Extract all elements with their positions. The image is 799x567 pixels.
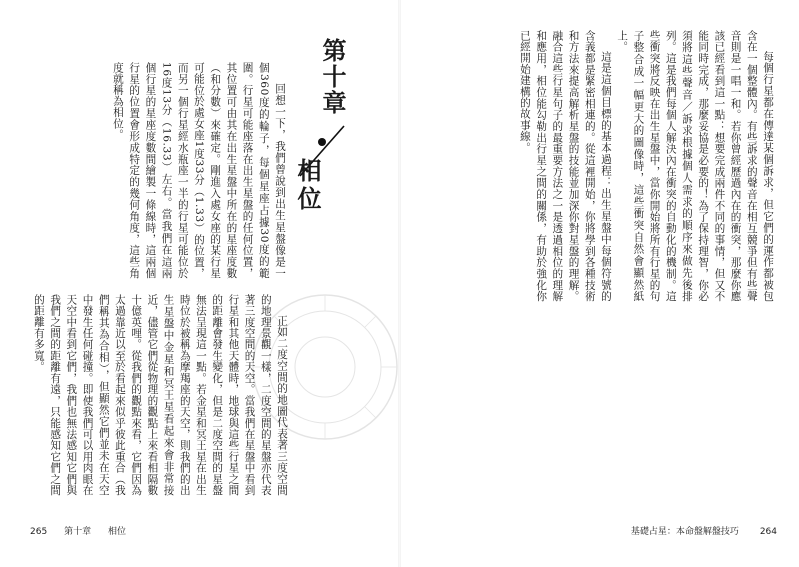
right-footer [613, 524, 777, 537]
chapter-title: 相位 [293, 158, 321, 214]
chapter-heading [290, 38, 354, 248]
right-paragraph: 每個行星都在傳達某個訴求，但它們的運作都被包含在一個整體內。有些訴求的聲音在相互競爭但有些聲音則是一唱一和。若你曾經歷過內在的衝突，那麼你應該已經看到這一點：想要完成兩件不同的事情，但又不能同時完成，那麼妥協是必要的！為了保持理智，你必須將這些聲音／訴求根據個人需求的順序來做先後排列。這是我們每個人解決內在衝突的自動化的機制。這些衝突將反映在出生星盤中，當你開始將所有行星的句子整合成一幅更大的圖像時，這些衝突自然會顯然紙上。 [616, 30, 774, 302]
footer-book-title: 基礎占星：本命盤解盤技巧 [630, 527, 739, 537]
right-body-text [424, 30, 776, 302]
footer-chapter-title: 相位 [107, 527, 126, 537]
left-page [0, 0, 398, 567]
left-footer [30, 524, 140, 537]
left-paragraph: 正如二度空間的地圖代表著三度空間的地理景觀一樣，二度空間的星盤亦代表著三度空間的天空。當我們在星盤中看到行星和其他天體時，地球與這些行星之間的距離會發生變化，但是二度空間的星盤無法呈現這一點。若金星和冥王星在出生時位於被稱為摩羯座的天空，則我們的出生星盤中金星和冥王星看起來會非常接近，儘管它們從物理的觀點上來看相隔數十億英哩。從我們的觀點來看，它們因為太過靠近以至於看起來似乎彼此重合（我們稱其為合相），但顯然它們並未在天空中發生任何碰撞。即使我們可以用肉眼在天空中看到它們，我們也無法感知它們與我們之間的距離有遠，只能感知它們之間的距離有多寬。 [32, 294, 288, 496]
right-page [401, 0, 799, 567]
left-intro-text [111, 62, 288, 279]
left-body-text [28, 294, 290, 496]
chapter-divider-slash [290, 38, 354, 248]
footer-chapter: 第十章 [64, 527, 92, 537]
right-page-number: 264 [759, 527, 777, 537]
left-intro-paragraph: 回想一下，我們曾說到出生星盤像是一個360度的輪子，每個星座占據30度的範圍。行星可能座落在出生星盤的任何位置，其位置可由其在出生星盤中所在的星座度數（和分數）來確定。剛進入處女座的某行星可能位於處女座1度33分（1.33）的位置，而另一個行星經水瓶座一半的行星可能位於16度13分（16.33）左右。當我們在這兩個行星的星座度數間繪製一條線時，這兩個行星的位置會形成特定的幾何角度，這些角度就稱為相位。 [111, 62, 286, 279]
chapter-number: 第十章 [318, 38, 346, 116]
left-page-number: 265 [30, 527, 48, 537]
right-paragraph: 這是這個目標的基本過程：出生星盤中每個符號的含義都是緊密相連的。從這裡開始，你將學到各種技術和方法來提高解析星盤的技能並加深你對星盤的理解。融合這些行星句子的最重要方法之一是透過相位的理解和應用，相位能勾勒出行星之間的關係，有助於強化你已經開始建構的故事線。 [518, 30, 612, 302]
